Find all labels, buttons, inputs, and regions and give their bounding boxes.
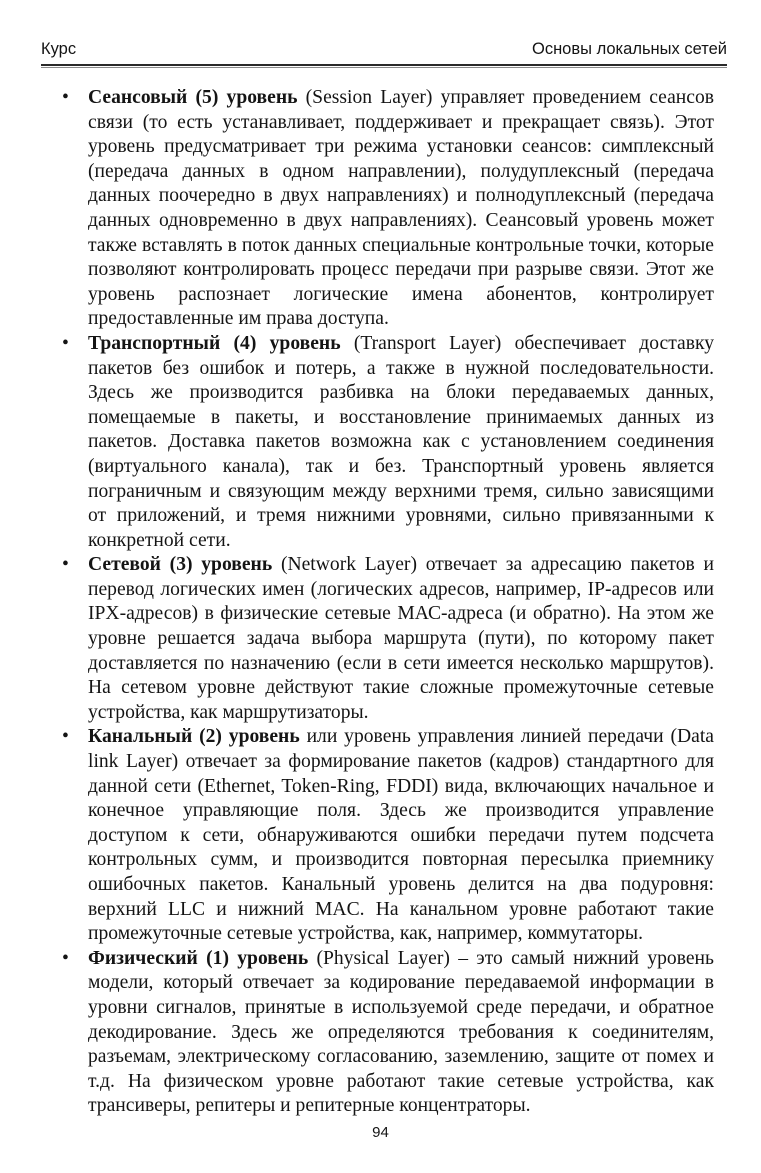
layer-term: Сетевой (3) уровень (88, 554, 273, 576)
bullet-icon: • (62, 947, 69, 969)
layer-description: (Network Layer) отвечает за адресацию пакетов и перевод логических имен (логических адресов, например, IP-адресов или IPX-адресов) в физические сетевые МАС-адреса (и обратно). На этом же уровне решается задача выбора маршрута (пути), по которому пакет доставляется по назначению (если в сети имеется несколько маршрутов). На сетевом уровне действуют такие сложные промежуточные сетевые устройства, как маршрутизаторы. (88, 554, 714, 723)
layer-term: Транспортный (4) уровень (88, 332, 341, 354)
bullet-icon: • (62, 726, 69, 748)
main-text (62, 86, 714, 1119)
layer-term: Физический (1) уровень (88, 947, 309, 969)
header-course-label: Курс (41, 40, 77, 58)
running-header (41, 38, 727, 66)
layer-term: Сеансовый (5) уровень (88, 87, 298, 108)
list-item-physical-layer (62, 947, 714, 1119)
layer-description: (Transport Layer) обеспечивает доставку пакетов без ошибок и потерь, а также в нужной последовательности. Здесь же производится разбивка на блоки передаваемых данных, помещаемые в пакеты, и восстановление принимаемых данных из пакетов. Доставка пакетов возможна как с установлением соединения (виртуального канала), так и без. Транспортный уровень является пограничным и связующим между верхними тремя, сильно зависящими от приложений, и тремя нижними уровнями, сильно привязанными к конкретной сети. (88, 332, 714, 551)
bullet-icon: • (62, 554, 69, 576)
list-item-data-link-layer (62, 725, 714, 946)
list-item-session-layer (62, 86, 714, 332)
layer-term: Канальный (2) уровень (88, 726, 300, 748)
layer-description: (Session Layer) управляет проведением сеансов связи (то есть устанавливает, поддерживает и прекращает связь). Этот уровень предусматривает три режима установки сеансов: симплексный (передача данных в одном направлении), полудуплексный (передача данных поочередно в двух направлениях) и полнодуплексный (передача данных одновременно в двух направлениях). Сеансовый уровень может также вставлять в поток данных специальные контрольные точки, которые позволяют контролировать процесс передачи при разрыве связи. Этот же уровень распознает логические имена абонентов, контролирует предоставленные им права доступа. (88, 87, 714, 330)
bullet-icon: • (62, 87, 69, 108)
header-section-title: Основы локальных сетей (531, 40, 727, 58)
layer-description: (Physical Layer) – это самый нижний уровень модели, который отвечает за кодирование передаваемой информации в уровни сигналов, принятые в используемой среде передачи, и обратное декодирование. Здесь же определяются требования к соединителям, разъемам, электрическому согласованию, заземлению, защите от помех и т.д. На физическом уровне работают такие сетевые устройства, как трансиверы, репитеры и репитерные концентраторы. (88, 947, 714, 1117)
header-divider (41, 67, 727, 68)
layer-description: или уровень управления линией передачи (Data link Layer) отвечает за формирование пакетов (кадров) стандартного для данной сети (Ethernet, Token-Ring, FDDI) вида, включающих начальное и конечное управляющие поля. Здесь же производится управление доступом к сети, обнаруживаются ошибки передачи путем подсчета контрольных сумм, и производится повторная пересылка приемнику ошибочных пакетов. Канальный уровень делится на два подуровня: верхний LLC и нижний MAC. На канальном уровне работают такие промежуточные сетевые устройства, как, например, коммутаторы. (88, 726, 714, 945)
list-item-network-layer (62, 553, 714, 725)
bullet-icon: • (62, 332, 69, 354)
list-item-transport-layer (62, 332, 714, 553)
page-number: 94 (372, 1124, 389, 1141)
